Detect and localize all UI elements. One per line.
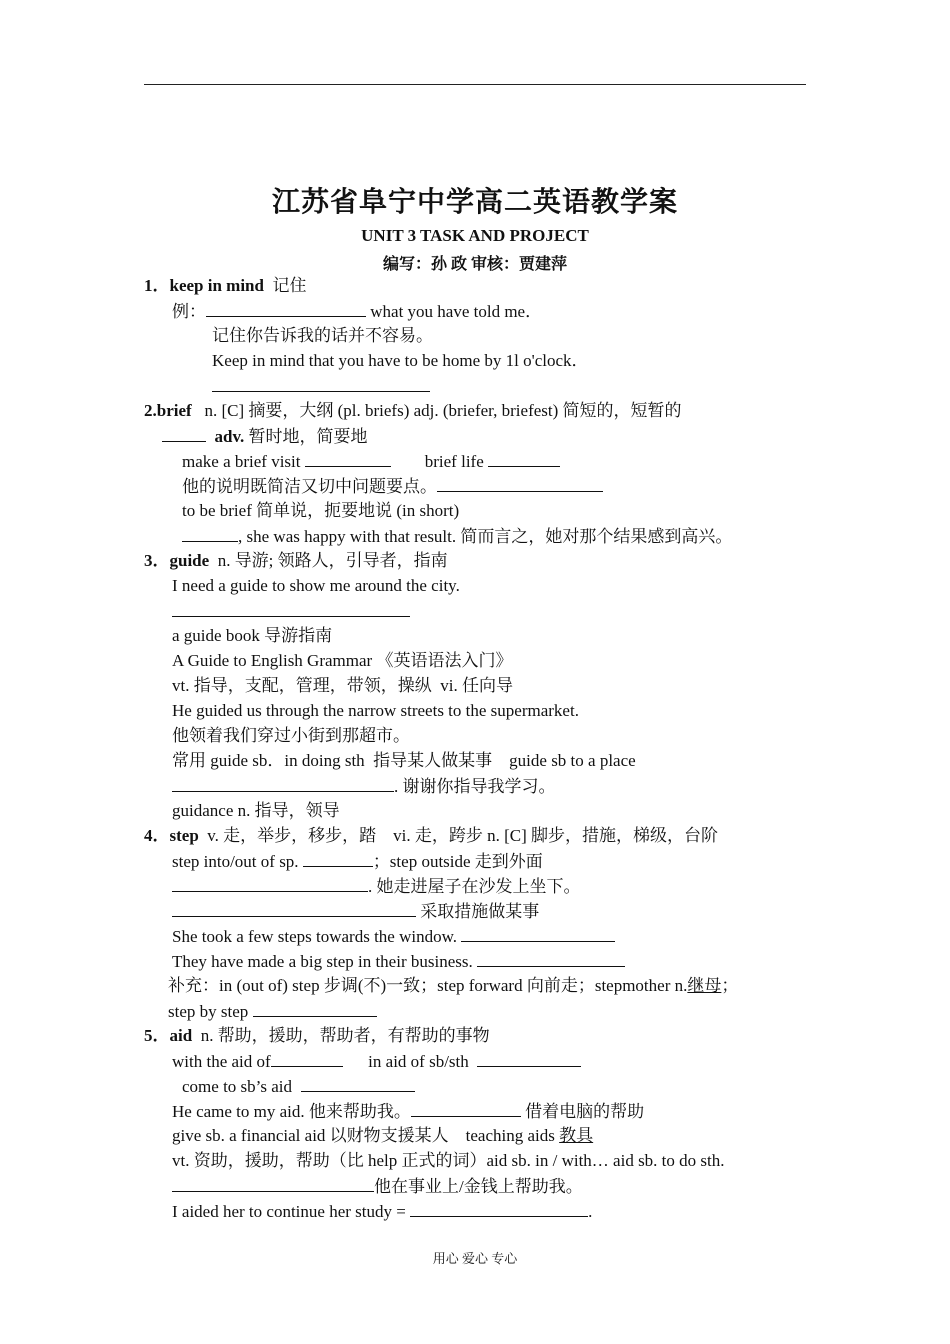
answer-blank[interactable]	[271, 1051, 343, 1067]
answer-blank[interactable]	[477, 951, 625, 967]
answer-blank[interactable]	[437, 476, 603, 492]
item-3-line: 他领着我们穿过小街到那超市。	[172, 726, 410, 745]
item-3-line	[172, 601, 410, 621]
item-3-line: He guided us through the narrow streets to the supermarket.	[172, 701, 579, 720]
item-3-line: . 谢谢你指导我学习。	[172, 776, 556, 796]
answer-blank[interactable]	[461, 926, 615, 942]
answer-blank[interactable]	[303, 851, 373, 867]
item-5-line: come to sb’s aid	[182, 1076, 415, 1096]
item-5-line: He came to my aid. 他来帮助我。 借着电脑的帮助	[172, 1102, 645, 1121]
answer-blank[interactable]	[182, 526, 238, 542]
item-4-line: 采取措施做某事	[172, 901, 539, 921]
item-5-line: 他在事业上/金钱上帮助我。	[172, 1176, 583, 1196]
answer-blank[interactable]	[488, 451, 560, 467]
answer-blank[interactable]	[172, 901, 416, 917]
answer-blank[interactable]	[172, 876, 368, 892]
item-2-line: to be brief 简单说，扼要地说 (in short)	[182, 501, 460, 520]
item-5-heading: 5．aid n. 帮助，援助，帮助者，有帮助的事物	[144, 1026, 490, 1045]
item-3-line: A Guide to English Grammar 《英语语法入门》	[172, 651, 513, 670]
item-4-heading: 4．step v. 走，举步，移步，踏 vi. 走，跨步 n. [C] 脚步，措施，梯级，台阶	[144, 826, 719, 845]
item-4-line: 补充：in (out of) step 步调(不)一致；step forward 向前走；stepmother n.继母；	[168, 976, 739, 995]
item-2-line: , she was happy with that result. 简而言之，她对那个结果感到高兴。	[182, 526, 732, 546]
item-5-line: I aided her to continue her study = .	[172, 1202, 593, 1221]
answer-blank[interactable]	[305, 451, 391, 467]
item-1-line	[212, 376, 430, 396]
item-3-line: I need a guide to show me around the city.	[172, 576, 460, 595]
item-3-line: vt. 指导，支配，管理，带领，操纵 vi. 任向导	[172, 676, 513, 695]
item-3-line: a guide book 导游指南	[172, 626, 333, 645]
item-4-line: She took a few steps towards the window.	[172, 926, 615, 946]
item-2-line: make a brief visit brief life	[182, 451, 560, 471]
answer-blank[interactable]	[162, 426, 206, 442]
item-4-line: . 她走进屋子在沙发上坐下。	[172, 876, 581, 896]
item-1-heading: 1．keep in mind 记住	[144, 276, 307, 295]
answer-blank[interactable]	[172, 776, 394, 792]
answer-blank[interactable]	[410, 1201, 588, 1217]
unit-heading: UNIT 3 TASK AND PROJECT	[361, 226, 589, 245]
page-title: 江苏省阜宁中学高二英语教学案	[271, 187, 678, 218]
item-2-heading: 2.brief n. [C] 摘要，大纲 (pl. briefs) adj. (briefer, briefest) 简短的，短暂的	[144, 401, 682, 420]
item-5-line: give sb. a financial aid 以财物支援某人 teaching aids 教具	[172, 1126, 594, 1145]
answer-blank[interactable]	[206, 301, 366, 317]
item-3-heading: 3．guide n. 导游; 领路人，引导者，指南	[144, 551, 448, 570]
item-1-example: 例： what you have told me．	[172, 302, 543, 321]
answer-blank[interactable]	[411, 1101, 521, 1117]
answer-blank[interactable]	[172, 1176, 374, 1192]
item-5-line: vt. 资助，援助，帮助（比 help 正式的词）aid sb. in / with… aid sb. to do sth.	[172, 1151, 725, 1170]
item-4-line: step into/out of sp. ；step outside 走到外面	[172, 852, 543, 871]
answer-blank[interactable]	[212, 376, 430, 392]
author-line: 编写：孙 政 审核：贾建萍	[382, 256, 567, 273]
item-2-line: adv. 暂时地，简要地	[162, 426, 368, 446]
item-1-line: 记住你告诉我的话并不容易。	[212, 326, 433, 345]
item-4-line: They have made a big step in their business.	[172, 951, 625, 971]
item-1-line: Keep in mind that you have to be home by 1l o'clock．	[212, 351, 589, 370]
answer-blank[interactable]	[477, 1051, 581, 1067]
answer-blank[interactable]	[172, 601, 410, 617]
header-rule	[144, 84, 806, 85]
item-3-line: 常用 guide sb．in doing sth 指导某人做某事 guide sb to a place	[172, 751, 636, 770]
answer-blank[interactable]	[301, 1076, 415, 1092]
item-3-line: guidance n. 指导，领导	[172, 801, 340, 820]
item-5-line: with the aid of in aid of sb/sth	[172, 1051, 581, 1071]
item-4-line: step by step	[168, 1001, 377, 1021]
page-footer: 用心 爱心 专心	[432, 1251, 518, 1266]
item-2-line: 他的说明既简洁又切中问题要点。	[182, 476, 603, 496]
answer-blank[interactable]	[253, 1001, 377, 1017]
